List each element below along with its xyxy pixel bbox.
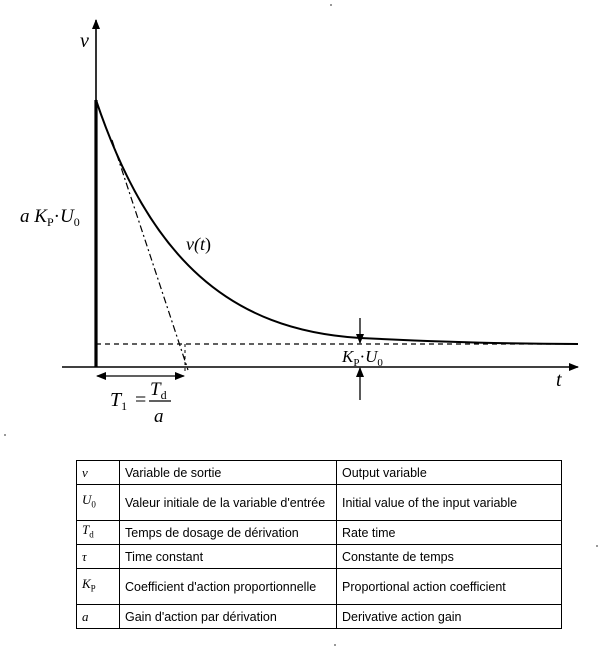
symbol-cell: τ <box>77 545 120 569</box>
french-description-cell: Valeur initiale de la variable d'entrée <box>120 485 337 521</box>
table-row <box>77 521 562 545</box>
t-axis-label: t <box>556 369 562 391</box>
svg-text:=: = <box>135 389 147 411</box>
table-row <box>77 485 562 521</box>
english-description-cell: Derivative action gain <box>337 605 562 629</box>
initial-value-label: a $K_P\cdot U_0$ <box>20 206 80 229</box>
scan-artifact-dot <box>596 545 598 547</box>
symbol-cell: a <box>77 605 120 629</box>
french-description-cell: Variable de sortie <box>120 461 337 485</box>
svg-text:a: a <box>154 406 164 427</box>
t1-formula <box>110 379 171 427</box>
english-description-cell: Initial value of the input variable <box>337 485 562 521</box>
final-value-label: $K_P\cdot U_0$ <box>342 347 383 369</box>
french-description-cell: Time constant <box>120 545 337 569</box>
table-row <box>77 569 562 605</box>
symbol-legend-table <box>76 460 562 629</box>
curve-label: v(t) <box>186 234 211 254</box>
english-description-cell: Proportional action coefficient <box>337 569 562 605</box>
symbol-cell: $K_P$ <box>77 569 120 605</box>
french-description-cell: Temps de dosage de dérivation <box>120 521 337 545</box>
svg-text:Td: $T_d$ <box>150 379 167 402</box>
v-axis-label: v <box>80 30 89 52</box>
response-curve <box>96 100 578 344</box>
symbol-cell: v <box>77 461 120 485</box>
tangent-line <box>112 140 188 370</box>
symbol-cell: $T_d$ <box>77 521 120 545</box>
table-row <box>77 605 562 629</box>
french-description-cell: Gain d'action par dérivation <box>120 605 337 629</box>
french-description-cell: Coefficient d'action proportionnelle <box>120 569 337 605</box>
scan-artifact-dot <box>4 434 6 436</box>
english-description-cell: Constante de temps <box>337 545 562 569</box>
symbol-cell: $U_0$ <box>77 485 120 521</box>
svg-text:T1: $T_1$ <box>110 389 128 413</box>
table-row <box>77 545 562 569</box>
english-description-cell: Rate time <box>337 521 562 545</box>
table-row <box>77 461 562 485</box>
scan-artifact-dot <box>330 4 332 6</box>
scan-artifact-dot <box>334 644 336 646</box>
english-description-cell: Output variable <box>337 461 562 485</box>
